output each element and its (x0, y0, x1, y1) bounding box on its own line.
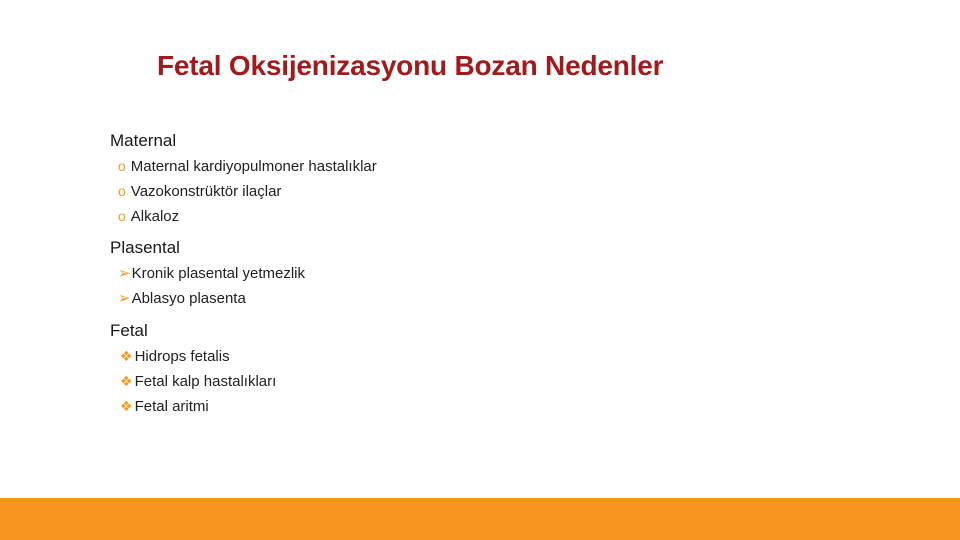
list-item (110, 369, 810, 394)
diamond-dots-icon: ❖ (120, 373, 133, 389)
list-item-text: Kronik plasental yetmezlik (131, 265, 305, 282)
section-maternal (110, 130, 810, 229)
list-item (110, 204, 810, 229)
content-area (110, 130, 810, 419)
list-item-text: Hidrops fetalis (134, 348, 230, 365)
list-item-text: Alkaloz (130, 208, 180, 225)
hollow-circle-icon: o (118, 183, 126, 199)
list-item (110, 261, 810, 286)
list-item (110, 394, 810, 419)
list-item (110, 154, 810, 179)
list-item-text: Fetal aritmi (134, 398, 209, 415)
hollow-circle-icon: o (118, 158, 126, 174)
footer-bar (0, 498, 960, 540)
list-item-text: Maternal kardiyopulmoner hastalıklar (130, 158, 377, 175)
section-fetal (110, 320, 810, 419)
slide-title: Fetal Oksijenizasyonu Bozan Nedenler (157, 50, 664, 81)
list-item (110, 344, 810, 369)
section-heading-plasental: Plasental (110, 238, 180, 257)
hollow-circle-icon: o (118, 208, 126, 224)
section-heading-fetal: Fetal (110, 321, 148, 340)
list-item (110, 179, 810, 204)
section-heading-maternal: Maternal (110, 131, 177, 150)
list-item (110, 286, 810, 311)
diamond-dots-icon: ❖ (120, 348, 133, 364)
list-item-text: Fetal kalp hastalıkları (134, 373, 277, 390)
arrowhead-icon: ➢ (118, 290, 131, 307)
list-item-text: Ablasyo plasenta (131, 290, 246, 307)
list-item-text: Vazokonstrüktör ilaçlar (130, 183, 282, 200)
arrowhead-icon: ➢ (118, 265, 131, 282)
section-plasental (110, 237, 810, 311)
diamond-dots-icon: ❖ (120, 398, 133, 414)
